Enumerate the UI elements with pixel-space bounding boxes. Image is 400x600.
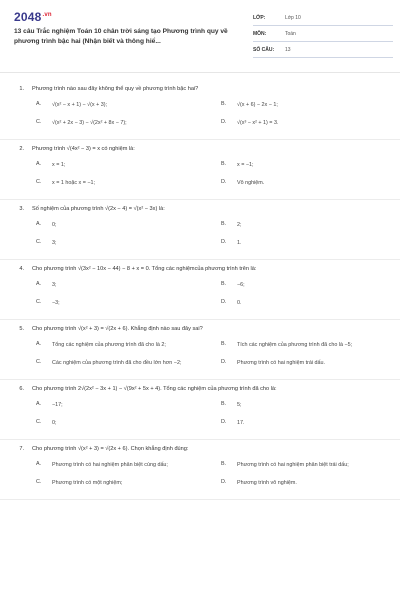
option-label: B. (221, 401, 227, 407)
question-stem: Phương trình nào sau đây không thể quy về phương trình bậc hai? (32, 86, 199, 92)
option-text: −3; (52, 300, 60, 306)
option-label: A. (36, 461, 42, 467)
answer-options (14, 332, 386, 379)
question-number: 6. (19, 386, 24, 392)
answer-option[interactable] (36, 299, 201, 309)
question-number: 4. (19, 266, 24, 272)
question-stem: Phương trình √(4x² − 3) = x có nghiệm là: (32, 146, 135, 152)
option-text: x = 1; (52, 162, 66, 168)
option-text: √(x² + 2x − 3) − √(2x² + 8x − 7); (52, 120, 127, 126)
option-label: A. (36, 161, 42, 167)
answer-options (14, 152, 386, 199)
answer-options (14, 212, 386, 259)
answer-option[interactable] (221, 461, 386, 471)
answer-option[interactable] (36, 461, 201, 471)
answer-option[interactable] (221, 161, 386, 171)
answer-options (14, 92, 386, 139)
option-label: A. (36, 221, 42, 227)
option-text: Phương trình có hai nghiệm phân biệt trái dấu; (237, 462, 349, 468)
option-text: Tích các nghiệm của phương trình đã cho là −5; (237, 342, 353, 348)
document-title: 13 câu Trắc nghiệm Toán 10 chân trời sáng tạo Phương trình quy về phương trình bậc hai (Nhận biết và thông hiể... (14, 28, 228, 45)
answer-option[interactable] (221, 341, 386, 351)
answer-option[interactable] (221, 101, 386, 111)
answer-option[interactable] (221, 239, 386, 249)
meta-key: LỚP: (253, 14, 266, 21)
answer-option[interactable] (36, 119, 201, 129)
answer-option[interactable] (221, 221, 386, 231)
answer-option[interactable] (36, 419, 201, 429)
question-text (14, 380, 386, 392)
meta-row-class (253, 10, 393, 26)
answer-options (14, 272, 386, 319)
question-block (0, 440, 400, 500)
question-text (14, 200, 386, 212)
option-label: A. (36, 401, 42, 407)
answer-option[interactable] (221, 359, 386, 369)
question-stem: Cho phương trình √(x² + 3) = √(2x + 6). Chọn khẳng định đúng: (32, 446, 189, 452)
question-block (0, 380, 400, 440)
answer-option[interactable] (221, 401, 386, 411)
option-text: −17; (52, 402, 63, 408)
option-label: C. (36, 119, 42, 125)
option-text: 0; (52, 222, 57, 228)
answer-option[interactable] (36, 239, 201, 249)
question-stem: Số nghiệm của phương trình √(2x − 4) = √(x² − 3x) là: (32, 206, 165, 212)
option-text: 5; (237, 402, 242, 408)
option-label: C. (36, 179, 42, 185)
logo-sub: .vn (42, 12, 52, 18)
option-label: D. (221, 299, 227, 305)
header-divider (0, 72, 400, 73)
question-block (0, 200, 400, 260)
option-text: √(x³ − x² + 1) = 3. (237, 120, 279, 126)
question-stem: Cho phương trình √(x² + 3) = √(2x + 6). Khẳng định nào sau đây sai? (32, 326, 203, 332)
answer-option[interactable] (36, 359, 201, 369)
question-number: 5. (19, 326, 24, 332)
question-stem: Cho phương trình √(3x² − 10x − 44) − 8 + x = 0. Tổng các nghiệmcủa phương trình trên là: (32, 266, 257, 272)
question-number: 3. (19, 206, 24, 212)
option-label: A. (36, 341, 42, 347)
option-text: x = 1 hoặc x = −1; (52, 180, 96, 186)
site-logo[interactable] (14, 10, 52, 24)
answer-option[interactable] (36, 401, 201, 411)
answer-option[interactable] (221, 479, 386, 489)
meta-key: MÔN: (253, 30, 267, 37)
option-label: B. (221, 101, 227, 107)
option-text: 3; (52, 240, 57, 246)
answer-options (14, 392, 386, 439)
answer-option[interactable] (36, 101, 201, 111)
meta-value: Lớp 10 (285, 14, 301, 21)
option-text: Phương trình vô nghiệm. (237, 480, 297, 486)
option-text: √(x² − x + 1) − √(x + 3); (52, 102, 108, 108)
option-text: 3; (52, 282, 57, 288)
meta-value: Toán (285, 30, 296, 37)
question-text (14, 260, 386, 272)
option-label: C. (36, 359, 42, 365)
answer-option[interactable] (221, 419, 386, 429)
question-block (0, 80, 400, 140)
question-block (0, 140, 400, 200)
question-text (14, 80, 386, 92)
answer-options (14, 452, 386, 499)
option-text: Phương trình có một nghiệm; (52, 480, 123, 486)
meta-key: SỐ CÂU: (253, 46, 275, 53)
answer-option[interactable] (36, 479, 201, 489)
option-label: C. (36, 479, 42, 485)
option-text: x = −1; (237, 162, 254, 168)
option-label: D. (221, 119, 227, 125)
option-text: 0. (237, 300, 242, 306)
option-label: B. (221, 161, 227, 167)
option-label: B. (221, 281, 227, 287)
option-label: D. (221, 479, 227, 485)
option-label: C. (36, 299, 42, 305)
answer-option[interactable] (36, 341, 201, 351)
meta-value: 13 (285, 46, 291, 53)
option-label: D. (221, 419, 227, 425)
question-text (14, 140, 386, 152)
meta-row-subject (253, 26, 393, 42)
option-text: Tổng các nghiệm của phương trình đã cho là 2; (52, 342, 166, 348)
meta-row-count (253, 42, 393, 58)
option-label: A. (36, 101, 42, 107)
option-text: √(x + 6) − 2x − 1; (237, 102, 278, 108)
option-text: Vô nghiệm. (237, 180, 265, 186)
option-label: D. (221, 179, 227, 185)
answer-option[interactable] (36, 179, 201, 189)
option-text: 17. (237, 420, 245, 426)
header (0, 0, 400, 64)
option-text: Phương trình có hai nghiệm trái dấu. (237, 360, 326, 366)
option-text: 2; (237, 222, 242, 228)
answer-option[interactable] (36, 221, 201, 231)
option-label: C. (36, 419, 42, 425)
question-text (14, 440, 386, 452)
answer-option[interactable] (221, 281, 386, 291)
question-list (0, 80, 400, 500)
question-block (0, 320, 400, 380)
option-text: −6; (237, 282, 245, 288)
question-number: 2. (19, 146, 24, 152)
option-label: C. (36, 239, 42, 245)
option-label: D. (221, 359, 227, 365)
question-block (0, 260, 400, 320)
option-label: D. (221, 239, 227, 245)
question-stem: Cho phương trình 2√(2x² − 3x + 1) − √(9x² + 5x + 4). Tổng các nghiệm của phương trình đã cho là: (32, 386, 277, 392)
question-number: 1. (19, 86, 24, 92)
answer-option[interactable] (36, 161, 201, 171)
answer-option[interactable] (221, 299, 386, 309)
option-text: 0; (52, 420, 57, 426)
option-text: Các nghiệm của phương trình đã cho đều lớn hơn −2; (52, 360, 182, 366)
option-text: Phương trình có hai nghiệm phân biệt cùng dấu; (52, 462, 168, 468)
question-number: 7. (19, 446, 24, 452)
option-label: B. (221, 341, 227, 347)
option-label: A. (36, 281, 42, 287)
answer-option[interactable] (221, 119, 386, 129)
option-label: B. (221, 221, 227, 227)
answer-option[interactable] (36, 281, 201, 291)
logo-text: 2048 (14, 10, 42, 24)
option-label: B. (221, 461, 227, 467)
meta-table (253, 10, 393, 58)
option-text: 1. (237, 240, 242, 246)
answer-option[interactable] (221, 179, 386, 189)
question-text (14, 320, 386, 332)
